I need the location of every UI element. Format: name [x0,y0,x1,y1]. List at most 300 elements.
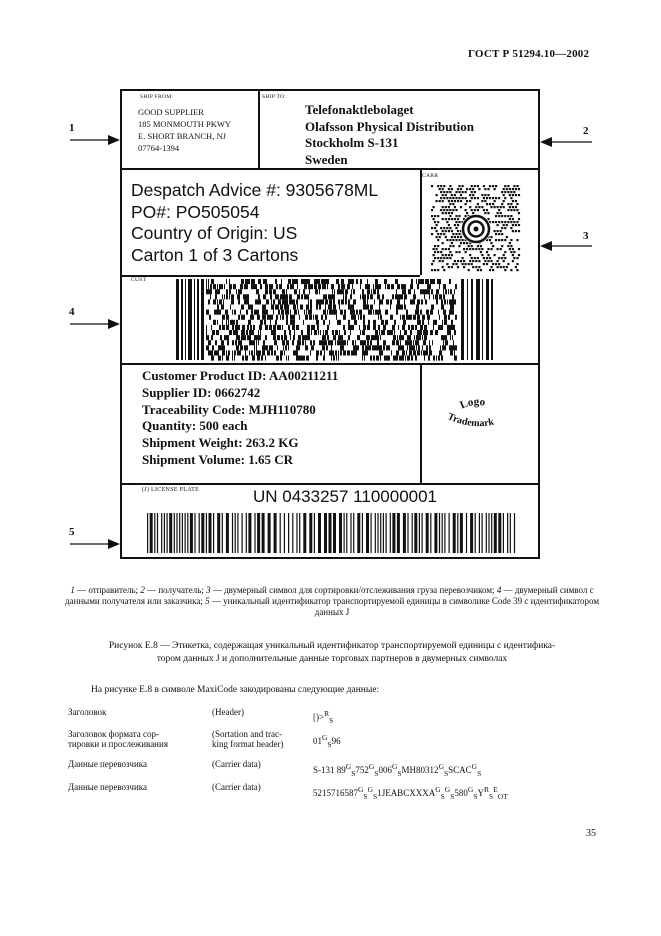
pdf417-module [258,330,259,335]
barcode-bar [333,513,336,553]
pdf417-module [296,299,298,304]
pdf417-module [274,340,277,345]
pdf417-module [409,356,410,361]
pdf417-module [305,315,308,320]
pdf417-module [211,289,212,294]
pdf417-module [451,305,454,310]
maxicode-module [510,227,512,229]
maxicode-module [486,251,488,253]
pdf417-module [394,320,396,325]
pdf417-module [292,325,295,330]
pdf417-module [242,356,244,361]
maxicode-module [506,266,508,268]
maxicode-module [495,233,497,235]
pdf417-module [363,299,366,304]
maxicode-module [434,245,436,247]
pdf417-module [454,350,455,355]
pdf417-module [347,350,350,355]
maxicode-module [515,230,517,232]
pdf417-module [360,294,361,299]
barcode-bar [206,513,207,553]
maxicode-module [486,203,488,205]
maxicode-module [463,242,465,244]
maxicode-module [442,230,444,232]
pdf417-module [304,289,305,294]
pdf417-module [316,320,319,325]
pdf417-module [374,320,375,325]
maxicode-module [500,206,502,208]
pdf417-module [400,340,401,345]
pdf417-module [254,350,255,355]
maxicode-module [462,191,464,193]
maxicode-module [498,215,500,217]
pdf417-module [423,330,426,335]
maxicode-module [443,233,445,235]
maxicode-module [504,269,506,271]
maxicode-module [497,212,499,214]
info-line: Shipment Volume: 1.65 CR [142,451,293,467]
pdf417-module [345,294,347,299]
maxicode-module [446,227,448,229]
pdf417-module [258,294,260,299]
pdf417-bar [471,279,473,360]
pdf417-module [220,299,222,304]
pdf417-module [235,330,236,335]
maxicode-module [504,185,506,187]
pdf417-module [354,320,357,325]
pdf417-module [421,350,422,355]
pdf417-module [358,315,359,320]
maxicode-module [512,230,514,232]
pdf417-module [422,335,423,340]
pdf417-module [414,289,415,294]
pdf417-module [271,330,273,335]
pdf417-module [324,340,325,345]
maxicode-module [486,197,488,199]
pdf417-module [308,299,309,304]
pdf417-module [428,356,430,361]
pdf417-module [375,284,377,289]
maxicode-module [434,221,436,223]
pdf417-module [449,330,451,335]
pdf417-module [210,294,211,299]
maxicode-module [494,254,496,256]
pdf417-module [377,284,379,289]
pdf417-module [224,284,225,289]
maxicode-module [509,218,511,220]
pdf417-module [370,305,373,310]
pdf417-module [334,310,337,315]
maxicode-module [448,254,450,256]
pdf417-module [379,345,382,350]
maxicode-module [452,197,454,199]
pdf417-module [238,299,240,304]
callout-4: 4 [69,306,75,318]
pdf417-module [384,356,387,361]
pdf417-module [453,345,455,350]
pdf417-module [310,284,311,289]
pdf417-module [392,294,394,299]
barcode-bar [507,513,508,553]
pdf417-module [305,294,307,299]
pdf417-module [309,289,310,294]
pdf417-module [315,289,318,294]
pdf417-module [266,279,267,284]
maxicode-module [443,227,445,229]
maxicode-module [510,203,512,205]
maxicode-module [509,194,511,196]
pdf417-module [351,289,352,294]
pdf417-symbol [176,277,494,362]
pdf417-module [343,345,344,350]
pdf417-module [310,340,312,345]
maxicode-module [492,221,494,223]
pdf417-module [298,340,301,345]
pdf417-module [206,330,207,335]
pdf417-module [286,315,288,320]
pdf417-module [330,299,331,304]
maxicode-module [504,197,506,199]
pdf417-module [395,294,398,299]
pdf417-module [267,310,268,315]
pdf417-module [383,330,385,335]
maxicode-module [512,260,514,262]
barcode-bar [444,513,445,553]
maxicode-module [478,188,480,190]
pdf417-module [399,335,401,340]
pdf417-module [259,335,261,340]
ship-from-line: GOOD SUPPLIER [138,107,204,117]
pdf417-module [427,289,430,294]
barcode-bar [329,513,332,553]
barcode-bar [185,513,186,553]
pdf417-module [245,356,248,361]
pdf417-module [284,330,286,335]
pdf417-module [405,340,408,345]
maxicode-module [497,266,499,268]
pdf417-module [381,330,383,335]
barcode-bar [430,513,431,553]
pdf417-module [411,356,413,361]
pdf417-module [284,335,287,340]
barcode-bar [254,513,255,553]
maxicode-module [509,188,511,190]
pdf417-module [438,325,441,330]
maxicode-module [451,194,453,196]
pdf417-module [324,320,325,325]
pdf417-module [217,284,218,289]
pdf417-module [362,330,365,335]
pdf417-module [390,330,393,335]
pdf417-module [339,305,340,310]
maxicode-module [503,200,505,202]
pdf417-module [398,294,401,299]
pdf417-module [386,345,388,350]
pdf417-module [214,310,215,315]
pdf417-module [285,299,288,304]
maxicode-module [462,263,464,265]
pdf417-module [217,289,220,294]
pdf417-module [232,340,234,345]
pdf417-module [294,330,295,335]
pdf417-module [251,330,252,335]
pdf417-module [209,350,211,355]
maxicode-module [500,248,502,250]
maxicode-module [472,266,474,268]
pdf417-module [430,310,433,315]
pdf417-module [288,356,289,361]
ship-to-line: Olafsson Physical Distribution [305,118,475,134]
pdf417-module [271,345,273,350]
pdf417-module [386,320,388,325]
pdf417-module [263,345,266,350]
maxicode-module [487,254,489,256]
pdf417-module [443,340,444,345]
maxicode-module [475,248,477,250]
pdf417-module [376,356,377,361]
pdf417-module [420,289,423,294]
pdf417-module [256,289,259,294]
maxicode-module [501,239,503,241]
maxicode-module [431,185,433,187]
maxicode-module [433,218,435,220]
pdf417-module [455,284,457,289]
pdf417-module [238,289,239,294]
pdf417-module [404,330,405,335]
pdf417-module [322,284,324,289]
pdf417-module [311,330,312,335]
maxicode-module [498,221,500,223]
pdf417-module [373,320,374,325]
pdf417-module [390,299,392,304]
barcode-bar [403,513,406,553]
maxicode-module [468,263,470,265]
pdf417-module [241,305,244,310]
pdf417-module [290,310,291,315]
pdf417-module [255,299,258,304]
pdf417-module [293,350,296,355]
maxicode-module [458,251,460,253]
pdf417-module [335,340,336,345]
maxicode-module [503,260,505,262]
pdf417-module [443,294,445,299]
barcode-bar [288,513,289,553]
figure-caption-line: тором данных J и дополнительные данные торговых партнеров в двумерных символах [156,654,508,664]
pdf417-module [271,299,272,304]
pdf417-module [375,335,376,340]
maxicode-module [513,251,515,253]
pdf417-module [360,284,361,289]
maxicode-module [492,269,494,271]
pdf417-module [324,284,326,289]
maxicode-module [469,254,471,256]
maxicode-module [445,206,447,208]
maxicode-module [431,233,433,235]
pdf417-module [332,310,334,315]
maxicode-module [494,230,496,232]
pdf417-module [275,294,277,299]
pdf417-module [351,305,354,310]
pdf417-module [435,294,438,299]
maxicode-module [465,263,467,265]
pdf417-module [251,350,253,355]
pdf417-module [293,335,295,340]
pdf417-module [363,305,364,310]
pdf417-bar [461,279,464,360]
pdf417-module [283,294,285,299]
pdf417-module [413,315,416,320]
maxicode-module [452,233,454,235]
pdf417-module [308,335,310,340]
pdf417-module [274,350,276,355]
pdf417-module [278,325,281,330]
barcode-bar [426,513,429,553]
pdf417-module [314,284,317,289]
pdf417-module [449,299,452,304]
pdf417-module [309,315,312,320]
pdf417-module [281,335,283,340]
maxicode-module [492,245,494,247]
maxicode-module [498,263,500,265]
pdf417-module [293,315,295,320]
pdf417-module [309,310,312,315]
pdf417-module [232,310,233,315]
pdf417-module [378,315,379,320]
maxicode-module [492,185,494,187]
pdf417-module [431,279,434,284]
maxicode-module [512,194,514,196]
pdf417-module [331,299,332,304]
pdf417-module [329,320,330,325]
barcode-bar [318,513,321,553]
ship-to-address [305,102,474,168]
pdf417-module [325,330,326,335]
barcode-bar [179,513,180,553]
pdf417-module [415,325,417,330]
pdf417-module [234,310,236,315]
pdf417-module [218,345,221,350]
pdf417-module [326,279,329,284]
pdf417-module [265,335,267,340]
pdf417-module [273,335,276,340]
pdf417-module [450,279,451,284]
arrow-right-icon [70,318,120,330]
maxicode-module [489,197,491,199]
pdf417-module [218,356,221,361]
pdf417-module [421,279,424,284]
pdf417-module [367,340,369,345]
pdf417-module [427,315,430,320]
pdf417-module [321,279,324,284]
maxicode-module [487,260,489,262]
pdf417-module [258,279,261,284]
pdf417-module [289,330,291,335]
barcode-bar [488,513,489,553]
maxicode-module [449,257,451,259]
pdf417-module [421,299,423,304]
pdf417-module [337,320,339,325]
maxicode-module [484,194,486,196]
pdf417-module [223,345,225,350]
pdf417-module [375,345,378,350]
pdf417-module [274,299,275,304]
pdf417-module [325,279,326,284]
barcode-bar [190,513,193,553]
pdf417-module [443,310,446,315]
barcode-bar [470,513,473,553]
maxicode-module [484,212,486,214]
maxicode-module [434,257,436,259]
pdf417-module [266,289,268,294]
pdf417-module [393,356,396,361]
pdf417-module [297,350,298,355]
barcode-bar [375,513,376,553]
pdf417-module [208,284,209,289]
barcode-bar [414,513,417,553]
pdf417-module [270,294,272,299]
pdf417-module [292,279,295,284]
pdf417-module [409,315,412,320]
pdf417-module [232,356,233,361]
pdf417-module [342,340,345,345]
maxicode-module [474,185,476,187]
maxicode-module [490,266,492,268]
logo-trademark [440,387,510,439]
ship-from-title: SHIP FROM: [140,94,174,100]
pdf417-module [265,284,266,289]
pdf417-module [277,305,279,310]
pdf417-module [417,310,419,315]
pdf417-module [334,294,335,299]
barcode-bar [412,513,413,553]
pdf417-module [350,310,353,315]
maxicode-module [434,251,436,253]
maxicode-module [451,236,453,238]
maxicode-module [489,269,491,271]
table-cell-value: $01^G_S96$ [313,733,341,749]
pdf417-module [436,356,437,361]
barcode-bar [303,513,306,553]
maxicode-module [504,227,506,229]
pdf417-module [363,289,364,294]
table-cell-en: (Carrier data) [212,782,261,792]
maxicode-module [469,260,471,262]
pdf417-module [405,330,407,335]
pdf417-module [378,325,380,330]
pdf417-module [398,325,399,330]
pdf417-module [339,320,341,325]
pdf417-module [291,299,293,304]
pdf417-module [315,315,318,320]
maxicode-module [484,200,486,202]
pdf417-module [404,294,407,299]
pdf417-module [229,289,231,294]
pdf417-module [333,299,335,304]
callout-1: 1 [69,122,75,134]
pdf417-module [367,305,369,310]
maxicode-module [475,206,477,208]
pdf417-module [319,305,321,310]
barcode-bar [439,513,440,553]
pdf417-module [417,299,420,304]
barcode-bar [392,513,395,553]
pdf417-module [342,335,343,340]
maxicode-module [455,209,457,211]
pdf417-module [220,335,222,340]
maxicode-module [490,248,492,250]
pdf417-module [367,325,370,330]
maxicode-module [436,194,438,196]
